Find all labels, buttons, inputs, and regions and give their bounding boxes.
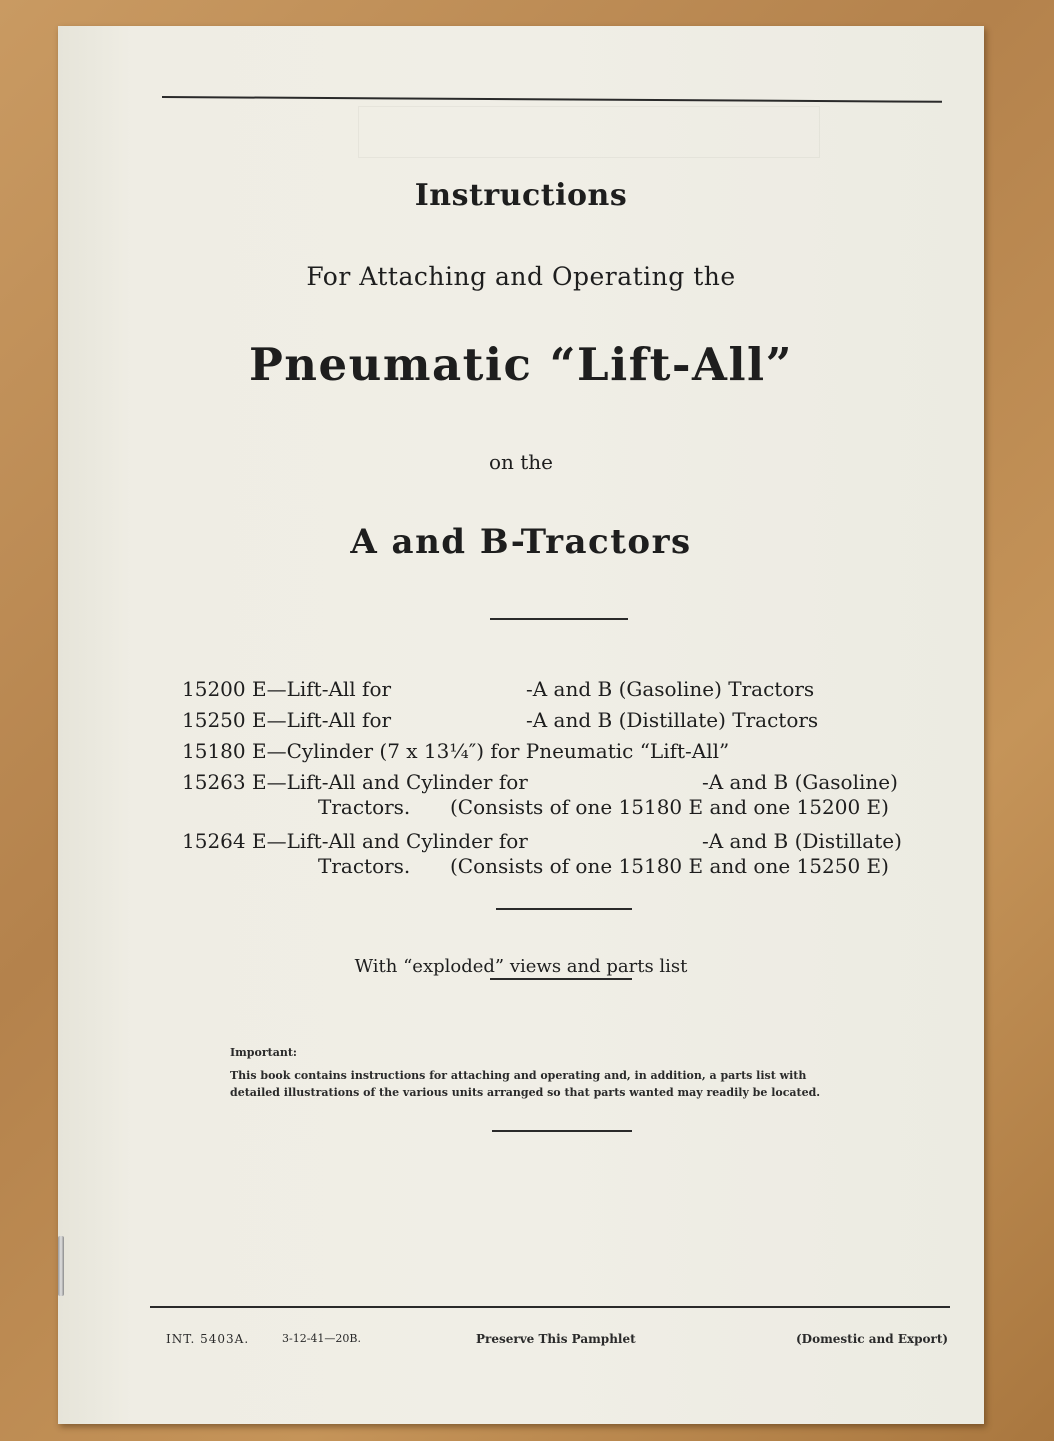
item-continuation: Tractors. <box>318 854 411 878</box>
item-description: -A and B (Gasoline) <box>702 770 898 794</box>
list-item <box>182 705 942 736</box>
bottom-rule <box>150 1306 950 1308</box>
item-description: (Consists of one 15180 E and one 15250 E) <box>450 854 889 878</box>
divider-rule <box>496 908 632 910</box>
item-description: -A and B (Gasoline) Tractors <box>526 677 815 701</box>
domestic-export-note: (Domestic and Export) <box>796 1332 949 1346</box>
item-code: 15180 E—Cylinder (7 x 13¼″) for Pneumatic “Lift-All” <box>182 739 730 763</box>
item-continuation: Tractors. <box>318 795 411 819</box>
item-description: -A and B (Distillate) Tractors <box>526 708 819 732</box>
item-description: -A and B (Distillate) <box>702 829 902 853</box>
important-text-line: This book contains instructions for attaching and operating and, in addition, a parts list with <box>230 1069 807 1082</box>
important-heading: Important: <box>230 1046 297 1059</box>
item-description: (Consists of one 15180 E and one 15200 E) <box>450 795 889 819</box>
list-item <box>182 674 942 705</box>
page-title: Pneumatic “Lift-All” <box>248 338 794 391</box>
item-code: 15264 E—Lift-All and Cylinder for <box>182 829 528 853</box>
important-text-line: detailed illustrations of the various units arranged so that parts wanted may readily be located. <box>230 1086 821 1099</box>
subheading: For Attaching and Operating the <box>306 262 736 291</box>
divider-rule <box>490 618 628 620</box>
tractors-title: A and B-Tractors <box>350 522 692 562</box>
item-code: 15200 E—Lift-All for <box>182 677 392 701</box>
divider-rule <box>490 978 632 980</box>
list-item <box>182 792 942 823</box>
heading: Instructions <box>414 178 628 213</box>
divider-rule <box>492 1130 632 1132</box>
form-number: INT. 5403A. <box>166 1332 250 1346</box>
preserve-note: Preserve This Pamphlet <box>476 1332 636 1346</box>
list-item <box>182 851 942 882</box>
staple <box>58 1236 64 1296</box>
top-rule <box>162 96 942 103</box>
exploded-views-note: With “exploded” views and parts list <box>354 956 688 977</box>
important-note <box>230 1044 910 1101</box>
print-code: 3-12-41—20B. <box>282 1332 362 1345</box>
list-item <box>182 736 942 767</box>
on-the-text: on the <box>488 450 554 474</box>
pamphlet-page <box>58 26 984 1424</box>
item-list <box>182 674 942 882</box>
item-code: 15250 E—Lift-All for <box>182 708 392 732</box>
item-code: 15263 E—Lift-All and Cylinder for <box>182 770 528 794</box>
bleed-through-shadow <box>358 106 820 158</box>
